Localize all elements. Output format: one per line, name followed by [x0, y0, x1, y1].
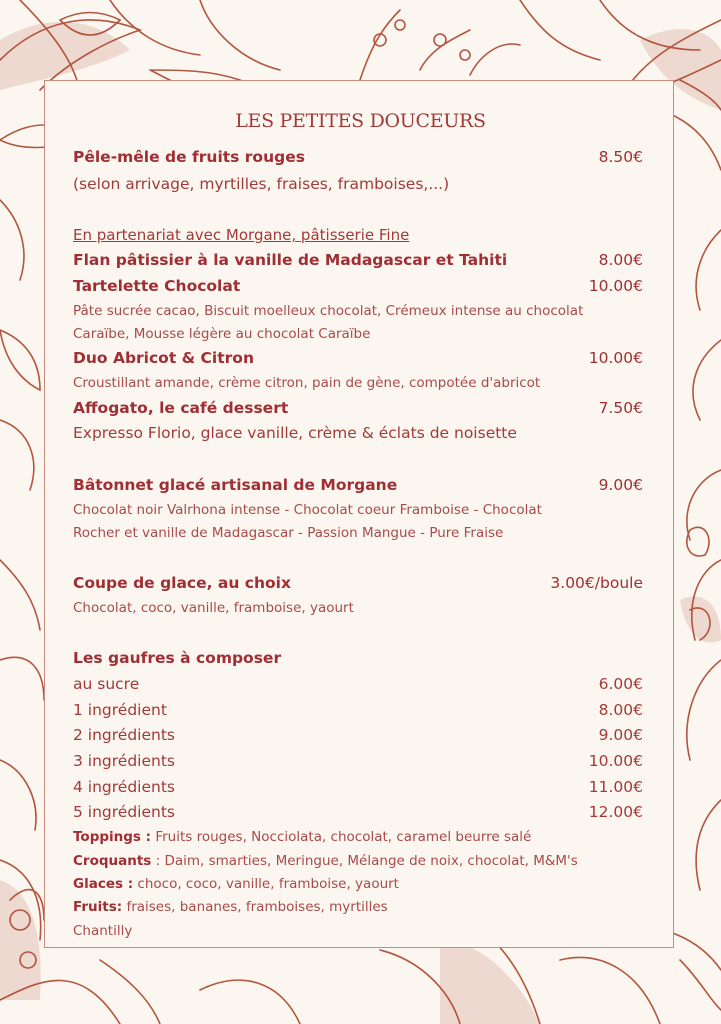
item-price: 8.00€	[598, 251, 643, 269]
croquants-text: : Daim, smarties, Meringue, Mélange de noix, chocolat, M&M's	[151, 853, 578, 869]
option-name: 2 ingrédients	[73, 726, 175, 744]
item-description: (selon arrivage, myrtilles, fraises, framboises,...)	[73, 175, 450, 193]
item-description: Expresso Florio, glace vanille, crème & éclats de noisette	[73, 424, 517, 442]
croquants-line	[73, 853, 643, 869]
item-price: 10.00€	[588, 349, 643, 367]
option-name: 3 ingrédients	[73, 752, 175, 770]
option-price: 10.00€	[588, 752, 643, 770]
fruits-label: Fruits:	[73, 899, 123, 915]
option-price: 12.00€	[588, 803, 643, 821]
item-description: Rocher et vanille de Madagascar - Passion Mangue - Pure Fraise	[73, 525, 504, 541]
chantilly-line: Chantilly	[73, 923, 133, 939]
item-price: 9.00€	[598, 476, 643, 494]
page-title: LES PETITES DOUCEURS	[235, 110, 486, 132]
option-price: 6.00€	[598, 675, 643, 693]
partner-note: En partenariat avec Morgane, pâtisserie Fine	[73, 226, 410, 244]
item-name: Flan pâtissier à la vanille de Madagascar et Tahiti	[73, 251, 508, 269]
item-description: Chocolat, coco, vanille, framboise, yaourt	[73, 600, 354, 616]
toppings-line	[73, 829, 643, 845]
option-name: 1 ingrédient	[73, 701, 167, 719]
option-price: 11.00€	[588, 778, 643, 796]
item-name: Bâtonnet glacé artisanal de Morgane	[73, 476, 398, 494]
option-price: 8.00€	[598, 701, 643, 719]
gaufres-heading: Les gaufres à composer	[73, 649, 282, 667]
item-name: Pêle-mêle de fruits rouges	[73, 148, 305, 166]
glaces-text: choco, coco, vanille, framboise, yaourt	[133, 876, 399, 892]
item-name: Coupe de glace, au choix	[73, 574, 291, 592]
glaces-label: Glaces :	[73, 876, 134, 892]
toppings-text: Fruits rouges, Nocciolata, chocolat, caramel beurre salé	[151, 829, 532, 845]
item-description: Chocolat noir Valrhona intense - Chocolat coeur Framboise - Chocolat	[73, 502, 542, 518]
option-name: 5 ingrédients	[73, 803, 175, 821]
item-price: 10.00€	[588, 277, 643, 295]
item-name: Duo Abricot & Citron	[73, 349, 254, 367]
item-name: Tartelette Chocolat	[73, 277, 241, 295]
item-price: 7.50€	[598, 399, 643, 417]
toppings-label: Toppings :	[73, 829, 152, 845]
option-price: 9.00€	[598, 726, 643, 744]
item-description: Caraïbe, Mousse légère au chocolat Caraïbe	[73, 326, 371, 342]
item-description: Pâte sucrée cacao, Biscuit moelleux chocolat, Crémeux intense au chocolat	[73, 303, 584, 319]
item-description: Croustillant amande, crème citron, pain de gène, compotée d'abricot	[73, 375, 541, 391]
fruits-text: fraises, bananes, framboises, myrtilles	[122, 899, 388, 915]
glaces-line	[73, 876, 643, 892]
croquants-label: Croquants	[73, 853, 152, 869]
item-price: 3.00€/boule	[550, 574, 643, 592]
item-price: 8.50€	[598, 148, 643, 166]
option-name: 4 ingrédients	[73, 778, 175, 796]
fruits-line	[73, 899, 643, 915]
item-name: Affogato, le café dessert	[73, 399, 289, 417]
option-name: au sucre	[73, 675, 140, 693]
